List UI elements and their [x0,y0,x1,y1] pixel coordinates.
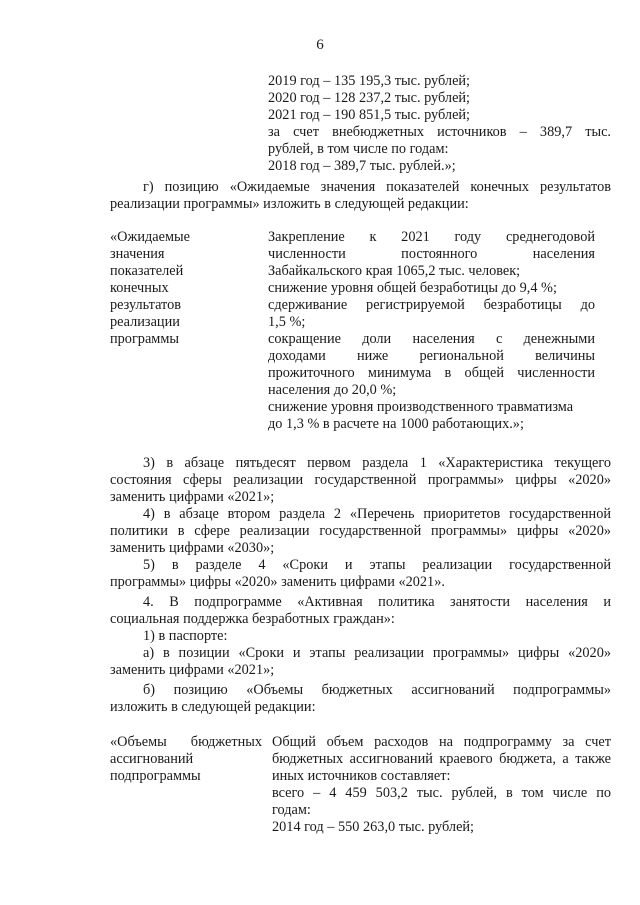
para-3-line-1: 3) в абзаце пятьдесят первом раздела 1 «Характеристика текущего [143,455,611,471]
table1-left-line: значения [110,246,165,262]
table1-right-line: сокращение доли населения с денежными [268,331,595,347]
extrabudget-line-2: рублей, в том числе по годам: [268,141,449,157]
table1-right-line: численности постоянного населения [268,246,595,262]
table2-left-line: подпрограммы [110,768,201,784]
year-2020-line: 2020 год – 128 237,2 тыс. рублей; [268,90,471,106]
table1-right-cell [268,229,595,433]
table1-right-line: населения до 20,0 %; [268,382,397,398]
item-a-line-1: а) в позиции «Сроки и этапы реализации программы» цифры «2020» [143,645,611,661]
item-a-line-2: заменить цифрами «2021»; [110,662,275,678]
table1-left-line: показателей [110,263,184,279]
extrabudget-line: за счет внебюджетных источников – 389,7 тыс. [268,124,611,140]
table1-left-line: конечных [110,280,169,296]
item-b-line-2: изложить в следующей редакции: [110,699,316,715]
table2-right-line: бюджетных ассигнований краевого бюджета, а также [272,751,611,767]
para-3-line-2: состояния сферы реализации государственной программы» цифры «2020» [110,472,611,488]
table1-right-line: сдерживание регистрируемой безработицы до [268,297,595,313]
para-g-line-2: реализации программы» изложить в следующей редакции: [110,196,469,212]
table1-right-line: 1,5 %; [268,314,306,330]
item-1-passport: 1) в паспорте: [143,628,228,644]
table2-right-line: Общий объем расходов на подпрограмму за счет [272,734,611,750]
item-b-line-1: б) позицию «Объемы бюджетных ассигнований подпрограммы» [143,682,611,698]
section-4-line-1: 4. В подпрограмме «Активная политика занятости населения и [143,594,611,610]
table1-left-line: программы [110,331,180,347]
table1-right-line: Забайкальского края 1065,2 тыс. человек; [268,263,521,279]
page-number: 6 [316,37,324,53]
table1-left-line: реализации [110,314,180,330]
table1-right-line: снижение уровня производственного травматизма [268,399,574,415]
year-2019-line: 2019 год – 135 195,3 тыс. рублей; [268,73,471,89]
section-4-line-2: социальная поддержка безработных граждан»: [110,611,395,627]
para-3-line-3: заменить цифрами «2021»; [110,489,275,505]
table2-right-line: 2014 год – 550 263,0 тыс. рублей; [272,819,475,835]
table2-left-cell [110,734,262,785]
para-5-line-1: 5) в разделе 4 «Сроки и этапы реализации государственной [143,557,611,573]
table2-right-line: иных источников составляет: [272,768,451,784]
year-2018-line: 2018 год – 389,7 тыс. рублей.»; [268,158,456,174]
para-5-line-2: программы» цифры «2020» заменить цифрами «2021». [110,574,445,590]
para-4-line-2: политики в сфере реализации государственной программы» цифры «2020» [110,523,611,539]
table1-right-line: прожиточного минимума в общей численности [268,365,595,381]
table2-right-line: годам: [272,802,311,818]
table2-left-line: «Объемы бюджетных [110,734,262,750]
table2-left-line: ассигнований [110,751,194,767]
table2-right-cell [272,734,611,836]
table1-left-line: результатов [110,297,182,313]
table2-right-line: всего – 4 459 503,2 тыс. рублей, в том числе по [272,785,611,801]
para-g-line-1: г) позицию «Ожидаемые значения показателей конечных результатов [143,179,611,195]
year-2021-line: 2021 год – 190 851,5 тыс. рублей; [268,107,471,123]
table1-right-line: до 1,3 % в расчете на 1000 работающих.»; [268,416,524,432]
para-4-line-3: заменить цифрами «2030»; [110,540,275,556]
table1-left-cell [110,229,240,348]
table1-right-line: снижение уровня общей безработицы до 9,4 %; [268,280,557,296]
table1-right-line: доходами ниже региональной величины [268,348,595,364]
table1-right-line: Закрепление к 2021 году среднегодовой [268,229,595,245]
para-4-line-1: 4) в абзаце втором раздела 2 «Перечень приоритетов государственной [143,506,611,522]
table1-left-line: «Ожидаемые [110,229,190,245]
